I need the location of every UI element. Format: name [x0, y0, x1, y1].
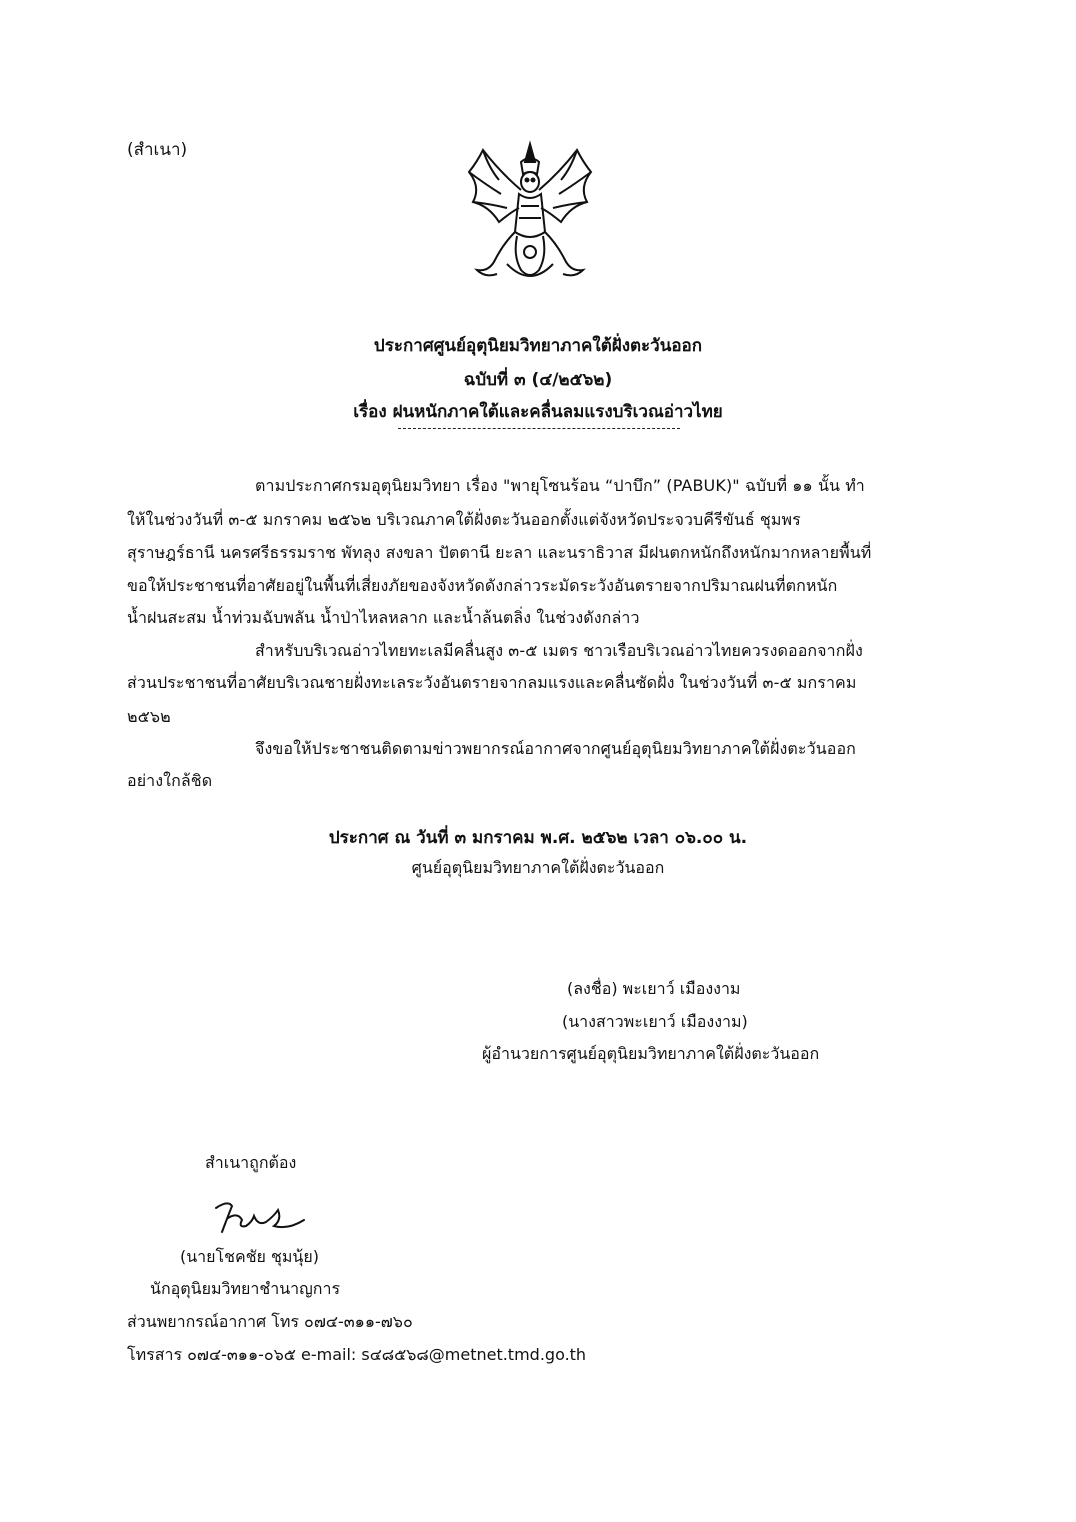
announcement-subject: เรื่อง ฝนหนักภาคใต้และคลื่นลมแรงบริเวณอ่าวไทย	[353, 402, 723, 422]
paragraph-2-line: สำหรับบริเวณอ่าวไทยทะเลมีคลื่นสูง ๓-๕ เมตร ชาวเรือบริเวณอ่าวไทยควรงดออกจากฝั่ง	[255, 641, 863, 660]
copy-mark: (สำเนา)	[127, 140, 188, 160]
handwritten-signature	[208, 1196, 318, 1241]
paragraph-1-line: ตามประกาศกรมอุตุนิยมวิทยา เรื่อง "พายุโซนร้อน “ปาบึก” (PABUK)" ฉบับที่ ๑๑ นั้น ทำ	[255, 476, 865, 495]
paragraph-3-line: อย่างใกล้ชิด	[127, 771, 213, 790]
announcement-title: ประกาศศูนย์อุตุนิยมวิทยาภาคใต้ฝั่งตะวันออก	[373, 336, 703, 356]
title-divider	[398, 428, 680, 429]
paragraph-2-line: ๒๕๖๒	[127, 707, 171, 726]
certifier-name: (นายโชคชัย ชุมนุ้ย)	[180, 1247, 319, 1266]
certified-copy-label: สำเนาถูกต้อง	[205, 1153, 297, 1172]
paragraph-2-line: ส่วนประชาชนที่อาศัยบริเวณชายฝั่งทะเลระวังอันตรายจากลมแรงและคลื่นซัดฝั่ง ในช่วงวันที่ ๓-๕ มกราคม	[127, 673, 857, 692]
fax-email: โทรสาร ๐๗๔-๓๑๑-๐๖๕ e-mail: s๔๘๕๖๘@metnet.tmd.go.th	[127, 1345, 587, 1364]
signatory-name: (นางสาวพะเยาว์ เมืองงาม)	[562, 1012, 748, 1031]
paragraph-3-line: จึงขอให้ประชาชนติดตามข่าวพยากรณ์อากาศจากศูนย์อุตุนิยมวิทยาภาคใต้ฝั่งตะวันออก	[255, 739, 856, 758]
garuda-emblem	[455, 132, 605, 292]
paragraph-1-line: สุราษฎร์ธานี นครศรีธรรมราช พัทลุง สงขลา ปัตตานี ยะลา และนราธิวาส มีฝนตกหนักถึงหนักมากหลายพื้นที่	[127, 543, 872, 562]
certifier-position: นักอุตุนิยมวิทยาชำนาญการ	[150, 1279, 341, 1298]
paragraph-1-line: น้ำฝนสะสม น้ำท่วมฉับพลัน น้ำป่าไหลหลาก และน้ำล้นตลิ่ง ในช่วงดังกล่าว	[127, 608, 640, 627]
announcement-number: ฉบับที่ ๓ (๔/๒๕๖๒)	[463, 370, 613, 390]
announcement-date: ประกาศ ณ วันที่ ๓ มกราคม พ.ศ. ๒๕๖๒ เวลา ๐๖.๐๐ น.	[328, 828, 748, 848]
department-phone: ส่วนพยากรณ์อากาศ โทร ๐๗๔-๓๑๑-๗๖๐	[127, 1312, 413, 1331]
paragraph-1-line: ขอให้ประชาชนที่อาศัยอยู่ในพื้นที่เสี่ยงภัยของจังหวัดดังกล่าวระมัดระวังอันตรายจากปริมาณฝนที่ตกหนัก	[127, 576, 838, 595]
issuing-office: ศูนย์อุตุนิยมวิทยาภาคใต้ฝั่งตะวันออก	[411, 858, 665, 877]
paragraph-1-line: ให้ในช่วงวันที่ ๓-๕ มกราคม ๒๕๖๒ บริเวณภาคใต้ฝั่งตะวันออกตั้งแต่จังหวัดประจวบคีรีขันธ์ ชุมพร	[127, 510, 801, 529]
signed-line: (ลงชื่อ) พะเยาว์ เมืองงาม	[567, 979, 741, 998]
signatory-position: ผู้อำนวยการศูนย์อุตุนิยมวิทยาภาคใต้ฝั่งตะวันออก	[482, 1044, 820, 1063]
